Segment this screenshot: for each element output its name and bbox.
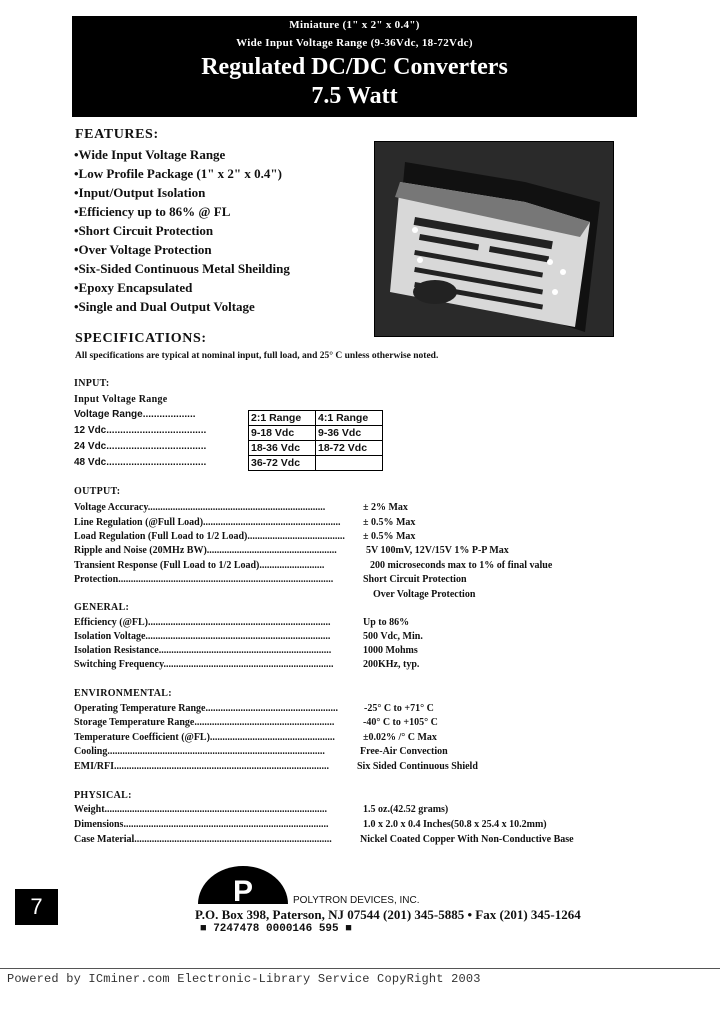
spec-label: Storage Temperature Range........................................................ bbox=[74, 717, 335, 728]
environmental-heading: ENVIRONMENTAL: bbox=[74, 688, 172, 699]
spec-label: Cooling....................................................................................... bbox=[74, 746, 325, 757]
spec-value: ±0.02% /° C Max bbox=[363, 732, 437, 743]
spec-value: 200 microseconds max to 1% of final value bbox=[370, 560, 553, 571]
document-code: ■ 7247478 0000146 595 ■ bbox=[200, 923, 352, 935]
table-cell: 18-72 Vdc bbox=[316, 441, 383, 456]
spec-label: Dimensions.................................................................................. bbox=[74, 819, 329, 830]
spec-label: Transient Response (Full Load to 1/2 Load).......................... bbox=[74, 560, 325, 571]
spec-value: ± 2% Max bbox=[363, 502, 408, 513]
spec-label: Operating Temperature Range..................................................... bbox=[74, 703, 338, 714]
spec-value: Short Circuit Protection bbox=[363, 574, 467, 585]
table-row bbox=[249, 441, 383, 456]
spec-value: Nickel Coated Copper With Non-Conductive Base bbox=[360, 834, 574, 845]
company-name: POLYTRON DEVICES, INC. bbox=[293, 895, 420, 906]
page-number: 7 bbox=[15, 889, 58, 925]
spec-label: Switching Frequency.................................................................... bbox=[74, 659, 334, 670]
input-range-table bbox=[248, 410, 383, 471]
physical-heading: PHYSICAL: bbox=[74, 790, 132, 801]
table-row bbox=[249, 411, 383, 426]
spec-label: Weight......................................................................................... bbox=[74, 804, 328, 815]
spec-value: Over Voltage Protection bbox=[373, 589, 476, 600]
table-row bbox=[249, 426, 383, 441]
page-title: Regulated DC/DC Converters bbox=[201, 54, 508, 80]
spec-label: Ripple and Noise (20MHz BW).................................................... bbox=[74, 545, 337, 556]
spec-value: Free-Air Convection bbox=[360, 746, 448, 757]
spec-value: 500 Vdc, Min. bbox=[363, 631, 423, 642]
logo-letter: P bbox=[232, 875, 254, 905]
input-label: 24 Vdc.................................... bbox=[74, 441, 207, 452]
banner-input-range: Wide Input Voltage Range (9-36Vdc, 18-72Vdc) bbox=[236, 37, 473, 49]
feature-item: •Six-Sided Continuous Metal Sheilding bbox=[74, 261, 290, 276]
general-heading: GENERAL: bbox=[74, 602, 130, 613]
spec-value: -40° C to +105° C bbox=[363, 717, 438, 728]
spec-label: EMI/RFI...................................................................................... bbox=[74, 761, 329, 772]
spec-label: Case Material............................................................................... bbox=[74, 834, 332, 845]
spec-value: 200KHz, typ. bbox=[363, 659, 420, 670]
input-label: 48 Vdc.................................... bbox=[74, 457, 207, 468]
title-banner bbox=[72, 16, 637, 117]
spec-label: Isolation Resistance..................................................................... bbox=[74, 645, 332, 656]
page-subtitle: 7.5 Watt bbox=[311, 83, 398, 109]
features-heading: FEATURES: bbox=[75, 127, 159, 142]
feature-item: •Input/Output Isolation bbox=[74, 185, 206, 200]
output-heading: OUTPUT: bbox=[74, 486, 121, 497]
feature-item: •Short Circuit Protection bbox=[74, 223, 214, 238]
footer-divider bbox=[0, 968, 720, 969]
table-cell: 36-72 Vdc bbox=[249, 456, 316, 471]
spec-label: Temperature Coefficient (@FL).................................................. bbox=[74, 732, 335, 743]
spec-value: 1000 Mohms bbox=[363, 645, 418, 656]
input-subheading: Input Voltage Range bbox=[74, 394, 168, 405]
specifications-heading: SPECIFICATIONS: bbox=[75, 331, 207, 346]
feature-item: •Low Profile Package (1" x 2" x 0.4") bbox=[74, 166, 282, 181]
spec-label: Efficiency (@FL)......................................................................... bbox=[74, 617, 331, 628]
table-cell: 4:1 Range bbox=[316, 411, 383, 426]
input-heading: INPUT: bbox=[74, 378, 110, 389]
company-address: P.O. Box 398, Paterson, NJ 07544 (201) 345-5885 • Fax (201) 345-1264 bbox=[195, 907, 581, 922]
feature-item: •Epoxy Encapsulated bbox=[74, 280, 193, 295]
spec-label: Voltage Accuracy....................................................................... bbox=[74, 502, 326, 513]
spec-value: 1.0 x 2.0 x 0.4 Inches(50.8 x 25.4 x 10.2mm) bbox=[363, 819, 547, 830]
feature-item: •Single and Dual Output Voltage bbox=[74, 299, 255, 314]
spec-value: ± 0.5% Max bbox=[363, 531, 416, 542]
spec-value: Up to 86% bbox=[363, 617, 410, 628]
banner-size-line: Miniature (1" x 2" x 0.4") bbox=[289, 19, 420, 31]
specifications-note: All specifications are typical at nominal input, full load, and 25° C unless otherwise noted. bbox=[75, 351, 439, 361]
spec-value: 1.5 oz.(42.52 grams) bbox=[363, 804, 449, 815]
feature-item: •Over Voltage Protection bbox=[74, 242, 212, 257]
table-cell: 9-18 Vdc bbox=[249, 426, 316, 441]
input-label: 12 Vdc.................................... bbox=[74, 425, 207, 436]
table-cell: 2:1 Range bbox=[249, 411, 316, 426]
footer-copyright: Powered by ICminer.com Electronic-Library Service CopyRight 2003 bbox=[7, 972, 481, 986]
spec-value: -25° C to +71° C bbox=[364, 703, 434, 714]
table-row bbox=[249, 456, 383, 471]
product-photo bbox=[374, 141, 614, 337]
table-cell bbox=[316, 456, 383, 471]
spec-value: 5V 100mV, 12V/15V 1% P-P Max bbox=[366, 545, 509, 556]
table-cell: 18-36 Vdc bbox=[249, 441, 316, 456]
spec-label: Load Regulation (Full Load to 1/2 Load)....................................... bbox=[74, 531, 345, 542]
spec-label: Line Regulation (@Full Load)....................................................... bbox=[74, 517, 341, 528]
input-label: Voltage Range................... bbox=[74, 409, 196, 420]
table-cell: 9-36 Vdc bbox=[316, 426, 383, 441]
feature-item: •Efficiency up to 86% @ FL bbox=[74, 204, 231, 219]
converter-module-image bbox=[375, 142, 613, 336]
features-list bbox=[74, 145, 290, 316]
spec-label: Protection...................................................................................... bbox=[74, 574, 334, 585]
polytron-logo-icon bbox=[196, 863, 290, 905]
spec-value: ± 0.5% Max bbox=[363, 517, 416, 528]
spec-label: Isolation Voltage.......................................................................... bbox=[74, 631, 331, 642]
spec-value: Six Sided Continuous Shield bbox=[357, 761, 478, 772]
feature-item: •Wide Input Voltage Range bbox=[74, 147, 226, 162]
